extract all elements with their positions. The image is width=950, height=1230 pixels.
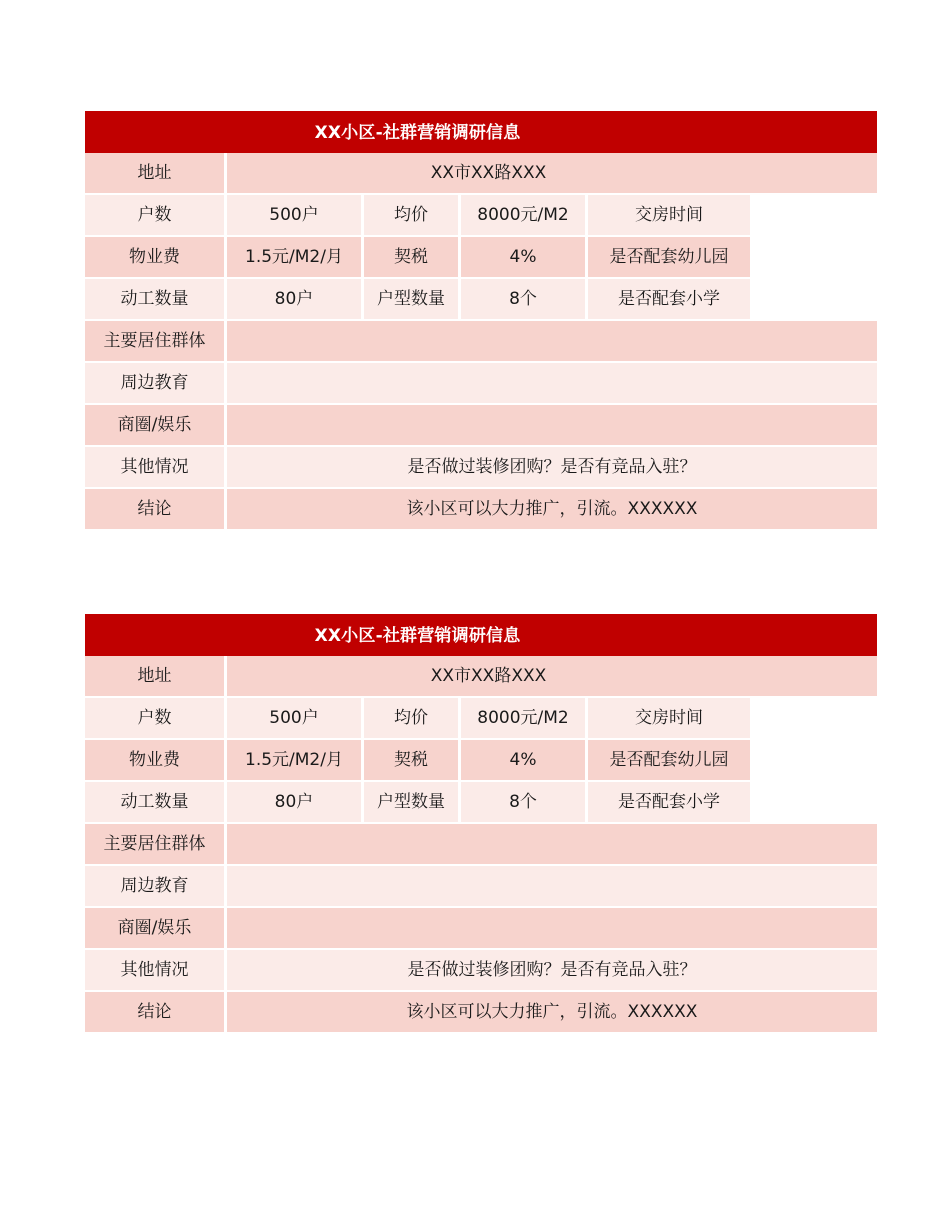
address-label: 地址 — [85, 153, 224, 193]
conclusion-label: 结论 — [85, 992, 224, 1032]
handover-label: 交房时间 — [588, 698, 750, 738]
residents-label: 主要居住群体 — [85, 321, 224, 361]
unit-types-value: 8个 — [461, 782, 585, 822]
row-band-extension — [750, 321, 877, 361]
construction-label: 动工数量 — [85, 279, 224, 319]
avg-price-label: 均价 — [364, 698, 458, 738]
primary-school-label: 是否配套小学 — [588, 782, 750, 822]
kindergarten-label: 是否配套幼儿园 — [588, 237, 750, 277]
unit-types-value: 8个 — [461, 279, 585, 319]
education-value — [227, 363, 750, 403]
unit-types-label: 户型数量 — [364, 782, 458, 822]
education-label: 周边教育 — [85, 363, 224, 403]
other-label: 其他情况 — [85, 950, 224, 990]
conclusion-value: 该小区可以大力推广，引流。XXXXXX — [227, 489, 877, 529]
education-label: 周边教育 — [85, 866, 224, 906]
business-label: 商圈/娱乐 — [85, 405, 224, 445]
business-value — [227, 405, 750, 445]
row-band-extension — [750, 656, 877, 696]
avg-price-value: 8000元/M2 — [461, 195, 585, 235]
construction-value: 80户 — [227, 279, 361, 319]
deed-tax-label: 契税 — [364, 237, 458, 277]
construction-value: 80户 — [227, 782, 361, 822]
business-value — [227, 908, 750, 948]
households-value: 500户 — [227, 195, 361, 235]
property-fee-value: 1.5元/M2/月 — [227, 237, 361, 277]
households-value: 500户 — [227, 698, 361, 738]
construction-label: 动工数量 — [85, 782, 224, 822]
row-band-extension — [750, 824, 877, 864]
handover-label: 交房时间 — [588, 195, 750, 235]
other-value: 是否做过装修团购？是否有竞品入驻？ — [227, 950, 877, 990]
avg-price-label: 均价 — [364, 195, 458, 235]
residents-label: 主要居住群体 — [85, 824, 224, 864]
address-value: XX市XX路XXX — [227, 656, 750, 696]
households-label: 户数 — [85, 195, 224, 235]
other-label: 其他情况 — [85, 447, 224, 487]
kindergarten-label: 是否配套幼儿园 — [588, 740, 750, 780]
property-fee-value: 1.5元/M2/月 — [227, 740, 361, 780]
business-label: 商圈/娱乐 — [85, 908, 224, 948]
property-fee-label: 物业费 — [85, 237, 224, 277]
primary-school-label: 是否配套小学 — [588, 279, 750, 319]
address-label: 地址 — [85, 656, 224, 696]
row-band-extension — [750, 363, 877, 403]
row-band-extension — [750, 908, 877, 948]
table-title: XX小区-社群营销调研信息 — [314, 626, 521, 646]
property-fee-label: 物业费 — [85, 740, 224, 780]
education-value — [227, 866, 750, 906]
deed-tax-label: 契税 — [364, 740, 458, 780]
deed-tax-value: 4% — [461, 237, 585, 277]
conclusion-label: 结论 — [85, 489, 224, 529]
table-title: XX小区-社群营销调研信息 — [314, 123, 521, 143]
address-value: XX市XX路XXX — [227, 153, 750, 193]
deed-tax-value: 4% — [461, 740, 585, 780]
residents-value — [227, 321, 750, 361]
residents-value — [227, 824, 750, 864]
row-band-extension — [750, 405, 877, 445]
conclusion-value: 该小区可以大力推广，引流。XXXXXX — [227, 992, 877, 1032]
avg-price-value: 8000元/M2 — [461, 698, 585, 738]
row-band-extension — [750, 153, 877, 193]
other-value: 是否做过装修团购？是否有竞品入驻？ — [227, 447, 877, 487]
households-label: 户数 — [85, 698, 224, 738]
row-band-extension — [750, 866, 877, 906]
unit-types-label: 户型数量 — [364, 279, 458, 319]
